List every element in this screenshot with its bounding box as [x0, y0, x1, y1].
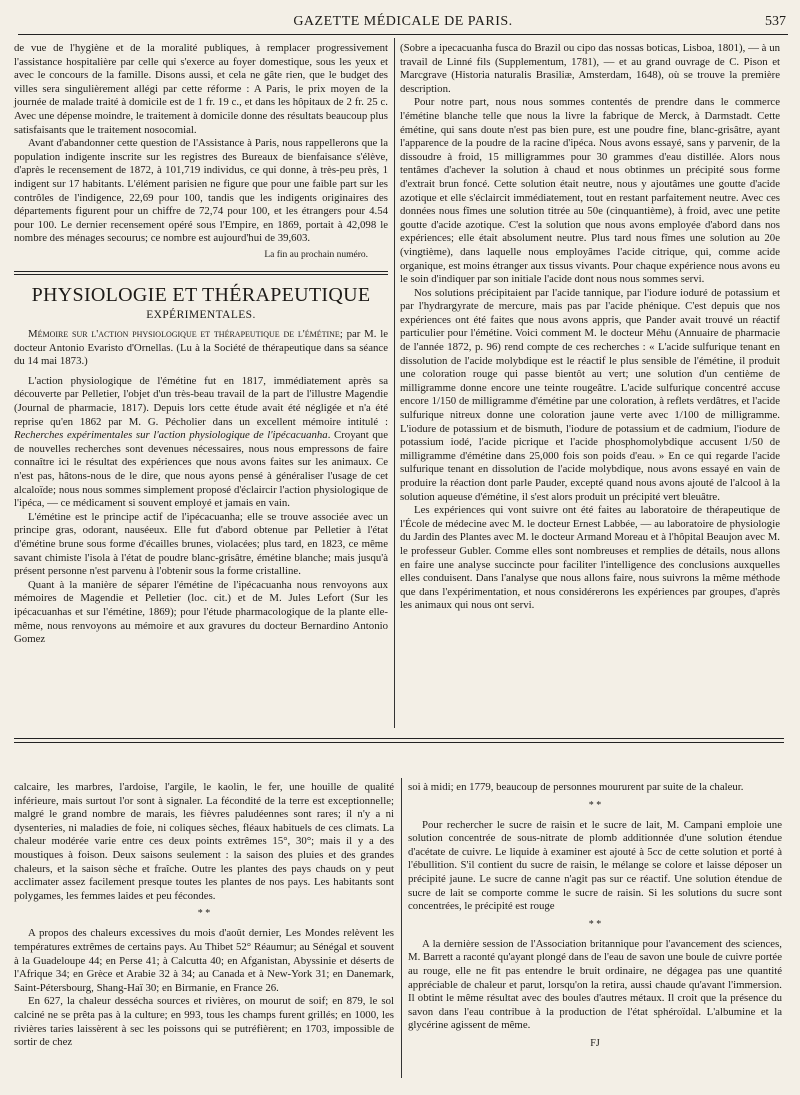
paragraph-reactions: Nos solutions précipitaient par l'acide tannique, par l'iodure ioduré de potassium et par l'hydrargyrate de mercure, mais pas par l'acide phénique. C'est depuis que nos expériences ont été faites que nous avons appris, que Pander avait trouvé un réactif particulier pour l'émétine. Voici comment M. le docteur Méhu (Annuaire de pharmacie de l'année 1872, p. 96) rend compte de ces recherches : « L'acide sulfurique tenant en dissolution de l'acide molybdique est le réactif le plus sensible de l'émétine, il produit une coloration rouge qui passe bientôt au vert; une solution d'un centième de milligramme donne encore une teinte rougeâtre. L'acide sulfurique concentré accuse encore 1/150 de milligramme d'émétine par une coloration, à reflets verdâtres, et l'acide sulfurique nitreux donne une coloration jaune verte avec 1/100 de milligramme. L'iodure de potassium et de bismuth, l'iodure de potassium et de cadmium, l'iodure de potassium iodé, l'acide picrique et l'acide phosphomolybdique accusent 1/50 de milligramme d'émétine dans 25,000 fois son poids d'eau. » En ce qui regarde l'acide sulfurique tenant en dissolution de l'acide molybdique, nous avons essayé en vain de produire la réaction dont parle Pauder, excepté quand nous avons ajouté de l'alcool à la solution aqueuse d'émétine, il s'est alors produit un précipité vert bleuâtre.	[400, 286, 780, 503]
asterism: * *	[588, 918, 602, 930]
asterism: * *	[588, 799, 602, 811]
text-run: . Croyant que de nouvelles recherches sont devenues nécessaires, nous nous empressons de faire connaître ici le résultat des expériences que nous avons faites sur les animaux. Ce n'est pas, hâtons-nous de le dire, que nous ayons pensé à généraliser l'usage de cet alcaloïde; nous nous sommes simplement proposé d'éclaircir l'action physiologique de l'ipéca, — ce médicament si souvent employé et jamais en vain.	[14, 429, 388, 510]
journal-title: GAZETTE MÉDICALE DE PARIS.	[293, 14, 513, 29]
printer-mark: FJ	[590, 1037, 600, 1049]
paragraph-solution-preparation: Pour notre part, nous nous sommes contentés de prendre dans le commerce l'émétine blanche telle que nous la livre la fabrique de Merck, à Darmstadt. Cette émétine, qui sans doute n'est pas bien pure, est une poudre fine, blanc-grisâtre, ayant l'apparence de la poudre de la racine d'ipéca. Nous avons essayé, sans y parvenir, de la dissoudre à froid, 15 milligrammes pour 30 grammes d'eau distillée. Alors nous tentâmes d'achever la solution à chaud et nous obtinmes un précipité sous forme d'extrait brun foncé. Cette solution était neutre, nous y ajoutâmes une goutte d'acide azotique et elle s'éclaircit immédiatement, tout en restant parfaitement neutre. Avec ces données nous fîmes une solution titrée au 50e (cinquantième), à froid, avec une petite goutte d'acide azotique. C'est la solution que nous avons employée d'abord dans nos expériences; elle était absolument neutre. Plus tard nous fîmes une solution au 20e (vingtième), dans laquelle nous employâmes l'acide citrique, qui, comme acide organique, est moins étranger aux tissus vivants. Pour chaque expérience nous avons eu le soin d'indiquer par son initiale l'acide dont nous nous sommes servi.	[400, 96, 780, 286]
text-run: L'action physiologique de l'émétine fut en 1817, immédiatement après sa découverte par Pelletier, l'objet d'un très-beau travail de la part de l'illustre Magendie (Journal de pharmacie, 1817). Depuis lors cette étude avait été négligée et n'a été reprise qu'en 1862 par M. G. Pécholier dans un excellent mémoire intitulé :	[14, 374, 388, 428]
paragraph-indigent-population: Avant d'abandonner cette question de l'Assistance à Paris, nous rappellerons que la population indigente inscrite sur les registres des Bureaux de bienfaisance s'élève, d'après le recensement de 1872, à 101,719 individus, ce qui donne, à très-peu près, 1 indigent sur 17 habitants. L'élément parisien ne figure que pour une faible part sur les contrôles de l'indigence, 22,69 pour 100, tandis que les indigents originaires des départements figurent pour un chiffre de 72,74 pour 100, et les étrangers pour 4.54 pour 100. Le dernier recensement opéré sous l'Empire, en 1869, portait à 42,098 le nombre des ménages secourus; ce nombre est aujourd'hui de 39,603.	[14, 137, 388, 245]
paragraph-emetine-principle: L'émétine est le principe actif de l'ipécacuanha; elle se trouve associée avec un principe gras, odorant, nauséeux. Elle fut d'abord obtenue par Pelletier à l'état d'émétine brune sous forme d'écailles brunes, violacées; plus tard, en 1823, ce même savant chimiste l'isola à l'état de poudre blanc-grisâtre, émétine blanche; mais jusqu'à présent personne n'est parvenu à l'obtenir sous la forme cristalline.	[14, 510, 388, 578]
paragraph-sugar-test: Pour rechercher le sucre de raisin et le sucre de lait, M. Campani emploie une solution concentrée de sous-nitrate de plomb additionnée d'une solution étendue d'acétate de cuivre. Le liquide à examiner est ajouté à 5cc de cette solution et porté à l'ébullition. S'il contient du sucre de raisin, le mélange se colore et laisse déposer un précipité jaune. Le sucre de canne n'agit pas sur ce réactif. Une solution étendue de sucre de lait se comporte comme le sucre de raisin. Si les solutions du sucre sont concentrées, le précipité est rouge	[408, 818, 782, 913]
page-rule-double	[14, 742, 784, 743]
asterism: * *	[197, 908, 211, 920]
page-rule	[14, 738, 784, 739]
article-heading-title: Mémoire sur l'action physiologique et thérapeutique de l'émétine	[28, 328, 340, 341]
paragraph-climate: calcaire, les marbres, l'ardoise, l'argile, le kaolin, le fer, une houille de qualité inférieure, mais surtout l'or sont à signaler. La fécondité de la terre est exceptionnelle; malgré le grand nombre de marais, les fièvres paludéennes sont rares; il n'y a ni dysenteries, ni maladies de foie, ni coliques sèches, fléaux habituels de ces climats. La chaleur modérée varie entre ces deux points extrêmes 15°, 30°; mais il y a des moustiques à foison. Deux saisons seulement : la saison des pluies et des grandes chaleurs, et la saison sèche et fraîche. Outre les plantes des pays chauds on y peut acclimater assez facilement presque toutes les plantes de nos pays. Les habitants sont polygames, les femmes laides et peu fécondes.	[14, 781, 394, 902]
column-bottom-left	[14, 781, 394, 1050]
column-top-left	[14, 42, 388, 647]
page-number: 537	[765, 14, 786, 29]
column-top-right	[400, 42, 780, 613]
section-subtitle: EXPÉRIMENTALES.	[146, 308, 256, 321]
column-divider-top	[394, 38, 395, 728]
paragraph-assistance-end: de vue de l'hygiène et de la moralité publiques, à remplacer progressivement l'assistance hospitalière par celle qui s'exerce au foyer domestique, sous les yeux et avec le concours de la famille. Disons aussi, et cela ne gâte rien, que le budget des villes sera singulièrement allégi par cette réforme : A Paris, le prix moyen de la journée de malade traité à domicile est de 1 fr. 19 c., et dans les hôpitaux de 2 fr. 25 c. Avec une dépense moindre, le traitement à domicile donne des résultats beaucoup plus satisfaisants que le traitement nosocomial.	[14, 42, 388, 136]
continued-note: La fin au prochain numéro.	[264, 249, 368, 260]
section-title: PHYSIOLOGIE ET THÉRAPEUTIQUE	[31, 283, 371, 306]
paragraph-emetine-separation: Quant à la manière de séparer l'émétine de l'ipécacuanha nous renvoyons aux mémoires de Magendie et Pelletier (loc. cit.) et de M. Jules Lefort (Sur les ipécacuanhas et sur l'émétine, 1869); pour l'étude pharmacologique de la plante elle-même, nous renvoyons au mémoire et aux gravures du docteur Bernardino Antonio Gomez	[14, 578, 388, 646]
article-heading-author: ; par M. le docteur Antonio Evaristo d'Ornellas. (Lu à la Société de thérapeutique dans sa séance du 14 mai 1873.)	[14, 328, 388, 368]
article-heading	[14, 328, 388, 369]
section-separator	[14, 271, 388, 272]
section-separator-double	[14, 274, 388, 275]
paragraph-emetine-history	[14, 375, 388, 511]
paragraph-experiments: Les expériences qui vont suivre ont été faites au laboratoire de thérapeutique de l'École de médecine avec M. le docteur Ernest Labbée, — au laboratoire de physiologie du Jardin des Plantes avec M. le docteur Armand Moreau et à l'hôpital Beaujon avec M. le professeur Gubler. Comme elles sont nombreuses et remplies de détails, nous allons en faire une analyse succincte pour faciliter l'intelligence des conclusions auxquelles elles conduisent. Dans l'analyse que nous allons faire, nous suivrons la même méthode que dans l'expérimentation, et nous considérerons les expériences par groupes, d'après les animaux qui nous ont servi.	[400, 504, 780, 612]
paragraph-temperatures: A propos des chaleurs excessives du mois d'août dernier, Les Mondes relèvent les températures extrêmes de certains pays. Au Thibet 52° Réaumur; au Sénégal et souvent à la Guadeloupe 44; en Perse 41; à Calcutta 40; en Afganistan, Abyssinie et déserts de l'Afrique 34; en Grèce et Arabie 32 à 34; au Canada et à New-York 31; en Danemark, Saint-Pétersbourg, Shang-Haï 30; en Birmanie, en France 26.	[14, 927, 394, 994]
paragraph-heat-history: En 627, la chaleur dessécha sources et rivières, on mourut de soif; en 879, le sol calciné ne se prêta pas à la culture; en 993, tous les champs furent grillés; en 1000, les rivières taries laissèrent à sec les poissons qui se putréfièrent; en 1703, impossible de sortir de chez	[14, 995, 394, 1049]
paragraph-spheroidal-state: A la dernière session de l'Association britannique pour l'avancement des sciences, M. Barrett a raconté qu'ayant plongé dans de l'eau de savon une boule de cuivre portée au rouge, elle ne fit pas entendre le bruit ordinaire, ne dégagea pas une quantité appréciable de chaleur et parut, lorsqu'on la retira, aussi chaude qu'avant l'immersion. Il obtint le même résultat avec des boules d'autres métaux. Il croit que la présence du savon dans l'eau contribue à la production de l'état sphéroïdal. L'albumine et la glycérine agissent de même.	[408, 937, 782, 1032]
page-header	[18, 12, 788, 35]
paragraph-heat-end: soi à midi; en 1779, beaucoup de personnes moururent par suite de la chaleur.	[408, 781, 744, 793]
column-bottom-right	[408, 781, 782, 1057]
paragraph-references: (Sobre a ipecacuanha fusca do Brazil ou cipo das nossas boticas, Lisboa, 1801), — à un travail de Linné fils (Supplementum, 1781), — et au grand ouvrage de C. Pison et Marcgrave (Historia naturalis Brasiliæ, Amsterdam, 1648), où se trouve la première description.	[400, 42, 780, 95]
italic-title: Recherches expérimentales sur l'action physiologique de l'ipécacuanha	[14, 429, 328, 442]
column-divider-bottom	[401, 778, 402, 1078]
